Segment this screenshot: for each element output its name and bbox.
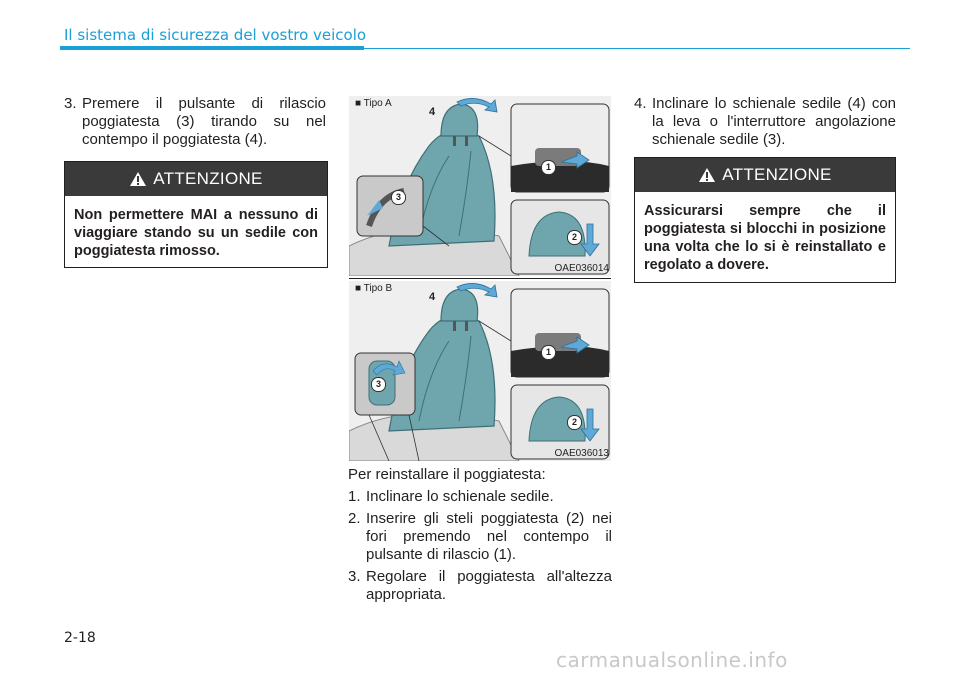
right-column [634,95,896,149]
left-column [64,95,326,149]
figure-separator [349,278,611,279]
step-text: Inserire gli steli poggiatesta (2) nei fori premendo nel contempo il pulsante di rilascio (1). [366,510,612,563]
reinstall-intro: Per reinstallare il poggiatesta: [348,466,546,483]
seat-illustration-a [349,96,611,276]
step-text: Inclinare lo schienale sedile (4) con la leva o l'interruttore angolazione schienale sedile (3). [652,95,896,148]
figure-label: ■ Tipo A [355,98,392,109]
warning-header [635,158,895,192]
figure-tipo-b [349,281,611,461]
step-text: Premere il pulsante di rilascio poggiatesta (3) tirando su nel contempo il poggiatesta (4). [82,95,326,148]
warning-triangle-icon [129,171,147,187]
header-rule-thick [60,46,364,50]
callout-3: 3 [391,190,406,205]
step-number: 1. [348,488,361,505]
step-text: Inclinare lo schienale sedile. [366,488,554,505]
figure-tipo-a [349,96,611,276]
reinstall-step-2 [348,510,612,564]
warning-text: Assicurarsi sempre che il poggiatesta si blocchi in posizione una volta che lo si è reinstallato e regolato a dovere. [644,203,886,273]
step-number: 4. [634,95,647,112]
callout-2: 2 [567,230,582,245]
header-rule-thin [364,48,910,49]
figure-code: OAE036013 [554,448,609,459]
warning-text: Non permettere MAI a nessuno di viaggiare stando su un sedile con poggiatesta rimosso. [74,207,318,259]
section-title: Il sistema di sicurezza del vostro veicolo [64,26,367,44]
reinstall-step-3 [348,568,612,604]
callout-1: 1 [541,345,556,360]
callout-4: 4 [429,291,436,303]
step-number: 3. [348,568,361,585]
step-number: 3. [64,95,77,112]
seat-illustration-b [349,281,611,461]
warning-header [65,162,327,196]
step-text: Regolare il poggiatesta all'altezza appropriata. [366,568,612,603]
warning-box-left [64,161,328,268]
warning-box-right [634,157,896,283]
step-number: 2. [348,510,361,527]
warning-triangle-icon [698,167,716,183]
watermark: carmanualsonline.info [556,648,788,672]
middle-column [348,466,612,604]
step-4-recline [634,95,896,149]
figure-label: ■ Tipo B [355,283,393,294]
figure-code: OAE036014 [554,263,609,274]
page-number: 2-18 [64,630,96,646]
step-3-release [64,95,326,149]
warning-heading: ATTENZIONE [153,169,263,188]
reinstall-step-1 [348,488,612,506]
warning-heading: ATTENZIONE [722,165,832,184]
callout-2: 2 [567,415,582,430]
callout-4: 4 [429,106,436,118]
callout-3: 3 [371,377,386,392]
callout-1: 1 [541,160,556,175]
